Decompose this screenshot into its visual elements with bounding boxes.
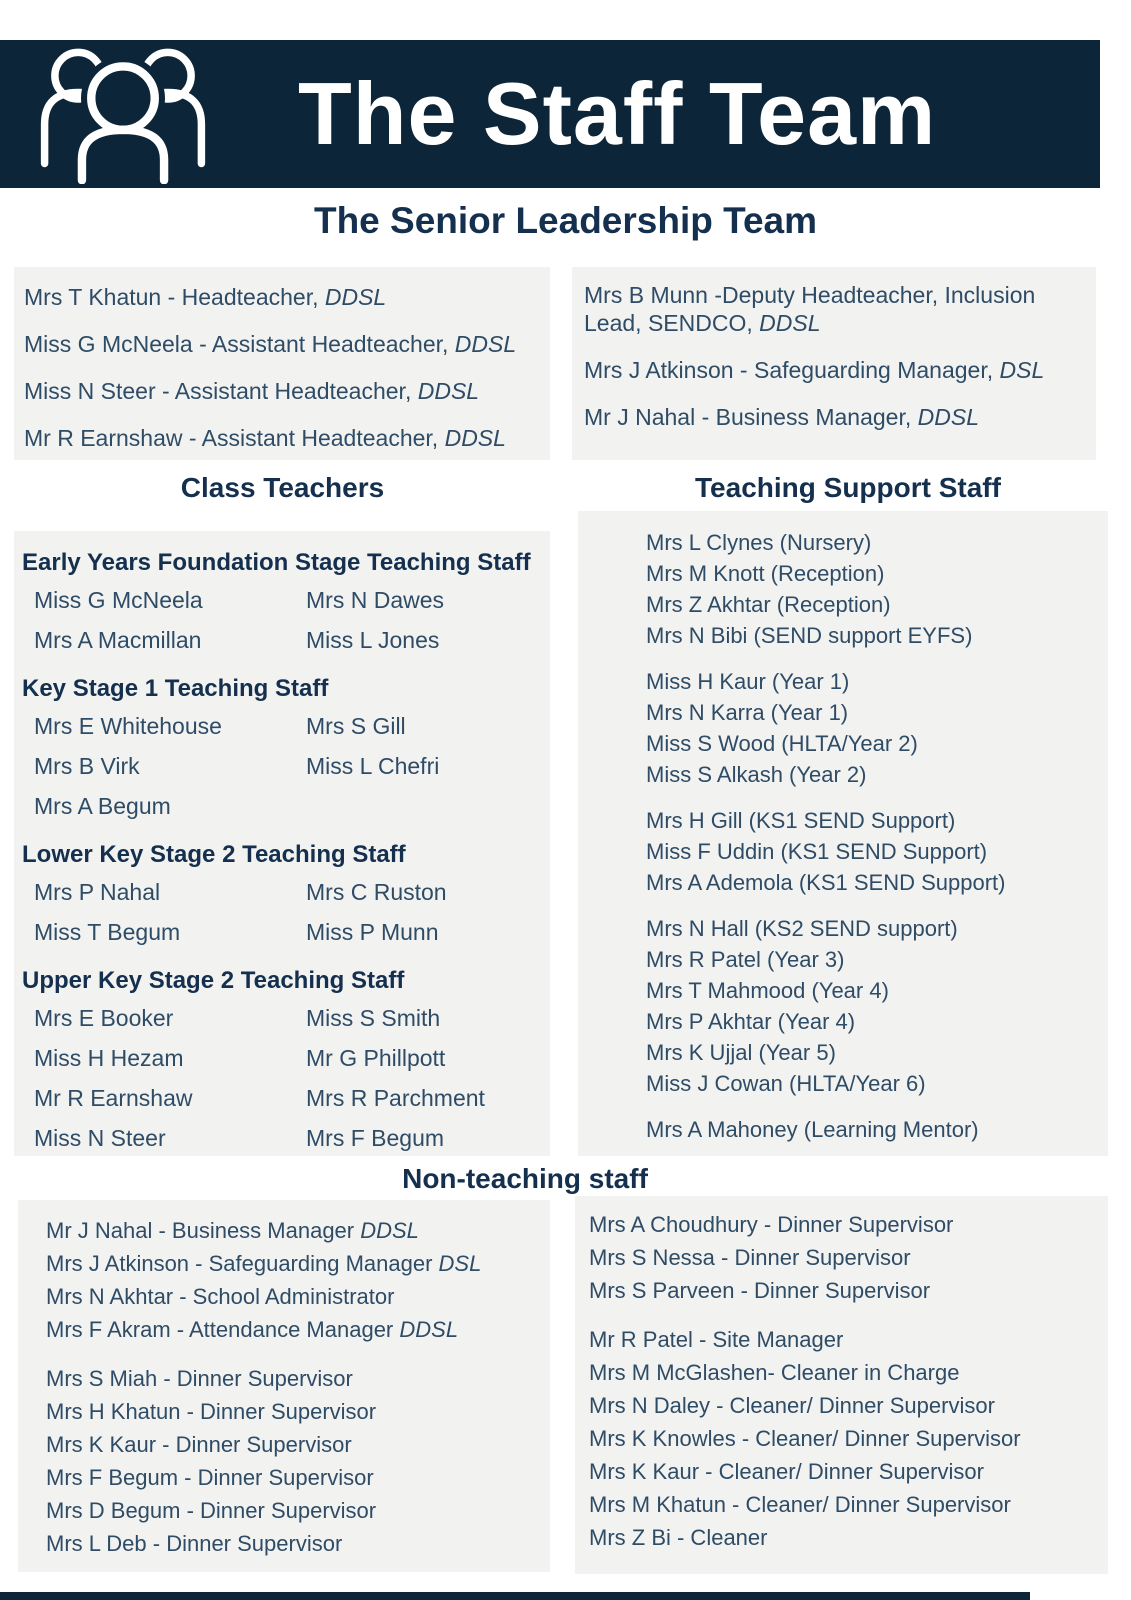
staff-entry-role: DDSL: [917, 404, 979, 430]
teacher-name: Mrs B Virk: [34, 753, 140, 779]
support-entry: Miss S Wood (HLTA/Year 2): [646, 731, 918, 756]
staff-entry-text: Miss G McNeela - Assistant Headteacher,: [24, 331, 455, 357]
slt-left-panel: [14, 267, 550, 460]
page-banner: [0, 40, 1100, 188]
teacher-name: [306, 793, 546, 819]
support-entry: Miss J Cowan (HLTA/Year 6): [646, 1071, 926, 1096]
staff-entry: Mrs M Khatun - Cleaner/ Dinner Supervisor: [589, 1492, 1011, 1517]
staff-entry: Mrs F Begum - Dinner Supervisor: [46, 1465, 374, 1490]
non-teaching-heading: Non-teaching staff: [402, 1163, 648, 1194]
support-entry: Mrs T Mahmood (Year 4): [646, 978, 889, 1003]
support-entry: Miss H Kaur (Year 1): [646, 669, 850, 694]
name-grid: [22, 713, 546, 819]
support-entry: Mrs N Hall (KS2 SEND support): [646, 916, 958, 941]
staff-entry: Mr R Patel - Site Manager: [589, 1327, 844, 1352]
support-entry: Mrs R Patel (Year 3): [646, 947, 845, 972]
support-entry: Mrs A Mahoney (Learning Mentor): [646, 1117, 979, 1142]
teacher-name: Miss L Chefri: [306, 753, 440, 779]
staff-entry: [584, 281, 1090, 337]
staff-entry-text: Mr R Earnshaw - Assistant Headteacher,: [24, 425, 445, 451]
staff-entry: [584, 403, 1090, 431]
teacher-name: Miss P Munn: [306, 919, 439, 945]
staff-entry: [46, 1280, 546, 1313]
name-grid: [22, 587, 546, 653]
support-group-mentor: [646, 1114, 1104, 1145]
staff-entry-text: Mrs T Khatun - Headteacher,: [24, 284, 325, 310]
support-entry: Mrs N Bibi (SEND support EYFS): [646, 623, 973, 648]
staff-entry: Mrs K Kaur - Cleaner/ Dinner Supervisor: [589, 1459, 984, 1484]
staff-entry-role: DDSL: [454, 331, 517, 357]
staff-entry-role: DDSL: [360, 1218, 419, 1243]
staff-entry-role: DDSL: [417, 378, 480, 404]
staff-entry-text: Mrs F Akram - Attendance Manager: [46, 1317, 400, 1342]
teacher-name: Mrs S Gill: [306, 713, 406, 739]
teacher-name: Miss N Steer: [34, 1125, 166, 1151]
slt-right-panel: [572, 267, 1096, 460]
office-staff-group: [46, 1214, 546, 1346]
staff-entry-text: Mrs B Munn -Deputy Headteacher, Inclusion Lead, SENDCO,: [584, 282, 1036, 336]
staff-entry: Mrs K Knowles - Cleaner/ Dinner Supervisor: [589, 1426, 1021, 1451]
staff-entry: [46, 1214, 546, 1247]
class-teachers-heading: Class Teachers: [180, 472, 385, 503]
group-title: Lower Key Stage 2 Teaching Staff: [22, 841, 406, 868]
slt-heading: The Senior Leadership Team: [313, 200, 818, 241]
support-entry: Miss S Alkash (Year 2): [646, 762, 867, 787]
staff-entry-role: DDSL: [399, 1317, 459, 1342]
support-entry: Mrs M Knott (Reception): [646, 561, 885, 586]
staff-entry: [24, 330, 544, 358]
teacher-name: Mrs E Whitehouse: [34, 713, 222, 739]
staff-entry: [24, 283, 544, 311]
teacher-name: Mrs C Ruston: [306, 879, 447, 905]
staff-entry-text: Mr J Nahal - Business Manager,: [584, 404, 918, 430]
uks2-group: [22, 967, 546, 1151]
support-entry: Mrs N Karra (Year 1): [646, 700, 849, 725]
teacher-name: Miss T Begum: [34, 919, 181, 945]
staff-entry-text: Mrs J Atkinson - Safeguarding Manager,: [584, 357, 1000, 383]
dinner-supervisors-group: [46, 1362, 546, 1560]
staff-entry: Mrs S Nessa - Dinner Supervisor: [589, 1245, 911, 1270]
support-entry: Mrs Z Akhtar (Reception): [646, 592, 891, 617]
non-teaching-left-panel: [18, 1200, 550, 1572]
staff-entry-role: DDSL: [444, 425, 506, 451]
site-and-cleaning-group: [589, 1323, 1104, 1554]
support-group-ks1: [646, 666, 1104, 790]
group-title: Key Stage 1 Teaching Staff: [22, 675, 329, 702]
eyfs-group: [22, 549, 546, 653]
teacher-name: Mrs E Booker: [34, 1005, 174, 1031]
teacher-name: Mrs F Begum: [306, 1125, 445, 1151]
support-entry: Mrs K Ujjal (Year 5): [646, 1040, 836, 1065]
staff-entry-role: DDSL: [759, 310, 821, 336]
staff-entry: Mrs M McGlashen- Cleaner in Charge: [589, 1360, 960, 1385]
page-title: The Staff Team: [298, 64, 937, 163]
support-entry: Mrs L Clynes (Nursery): [646, 530, 872, 555]
staff-entry: [46, 1313, 546, 1346]
support-entry: Mrs P Akhtar (Year 4): [646, 1009, 856, 1034]
staff-entry: Mrs L Deb - Dinner Supervisor: [46, 1531, 343, 1556]
teaching-support-heading: Teaching Support Staff: [695, 472, 1001, 503]
staff-entry: Mrs K Kaur - Dinner Supervisor: [46, 1432, 352, 1457]
staff-entry-role: DDSL: [324, 284, 387, 310]
staff-entry: Mrs S Miah - Dinner Supervisor: [46, 1366, 353, 1391]
teacher-name: Mrs N Dawes: [306, 587, 445, 613]
dinner-supervisors-group-2: [589, 1208, 1104, 1307]
non-teaching-right-panel: [575, 1196, 1108, 1574]
staff-entry: Mrs A Choudhury - Dinner Supervisor: [589, 1212, 954, 1237]
teacher-name: Mr R Earnshaw: [34, 1085, 193, 1111]
bottom-divider: [0, 1592, 1030, 1600]
support-group-eyfs: [646, 527, 1104, 651]
teaching-support-panel: [578, 511, 1108, 1156]
staff-entry: [584, 356, 1090, 384]
support-entry: Mrs H Gill (KS1 SEND Support): [646, 808, 956, 833]
support-group-ks1-send: [646, 805, 1104, 898]
teacher-name: Mrs P Nahal: [34, 879, 161, 905]
teacher-name: Miss L Jones: [306, 627, 440, 653]
staff-entry-role: DSL: [438, 1251, 482, 1276]
ks1-group: [22, 675, 546, 819]
teacher-name: Mrs A Macmillan: [34, 627, 202, 653]
name-grid: [22, 1005, 546, 1151]
staff-entry-role: DSL: [999, 357, 1045, 383]
staff-entry-text: Miss N Steer - Assistant Headteacher,: [24, 378, 418, 404]
class-teachers-panel: [14, 531, 550, 1156]
staff-entry: [24, 424, 544, 452]
staff-entry-text: Mr J Nahal - Business Manager: [46, 1218, 361, 1243]
support-entry: Miss F Uddin (KS1 SEND Support): [646, 839, 988, 864]
staff-entry: Mrs D Begum - Dinner Supervisor: [46, 1498, 377, 1523]
teacher-name: Mrs R Parchment: [306, 1085, 485, 1111]
people-group-icon: [28, 44, 218, 184]
staff-entry: Mrs S Parveen - Dinner Supervisor: [589, 1278, 931, 1303]
staff-entry-text: Mrs N Akhtar - School Administrator: [46, 1284, 395, 1309]
staff-entry: [24, 377, 544, 405]
teacher-name: Mrs A Begum: [34, 793, 171, 819]
lks2-group: [22, 841, 546, 945]
staff-entry: Mrs Z Bi - Cleaner: [589, 1525, 768, 1550]
teacher-name: Miss G McNeela: [34, 587, 203, 613]
staff-entry: Mrs H Khatun - Dinner Supervisor: [46, 1399, 377, 1424]
staff-entry: Mrs N Daley - Cleaner/ Dinner Supervisor: [589, 1393, 995, 1418]
support-group-ks2: [646, 913, 1104, 1099]
staff-entry-text: Mrs J Atkinson - Safeguarding Manager: [46, 1251, 439, 1276]
support-entry: Mrs A Ademola (KS1 SEND Support): [646, 870, 1006, 895]
staff-entry: [46, 1247, 546, 1280]
name-grid: [22, 879, 546, 945]
group-title: Early Years Foundation Stage Teaching Staff: [22, 549, 531, 576]
teacher-name: Miss S Smith: [306, 1005, 441, 1031]
teacher-name: Mr G Phillpott: [306, 1045, 446, 1071]
group-title: Upper Key Stage 2 Teaching Staff: [22, 967, 405, 994]
teacher-name: Miss H Hezam: [34, 1045, 184, 1071]
